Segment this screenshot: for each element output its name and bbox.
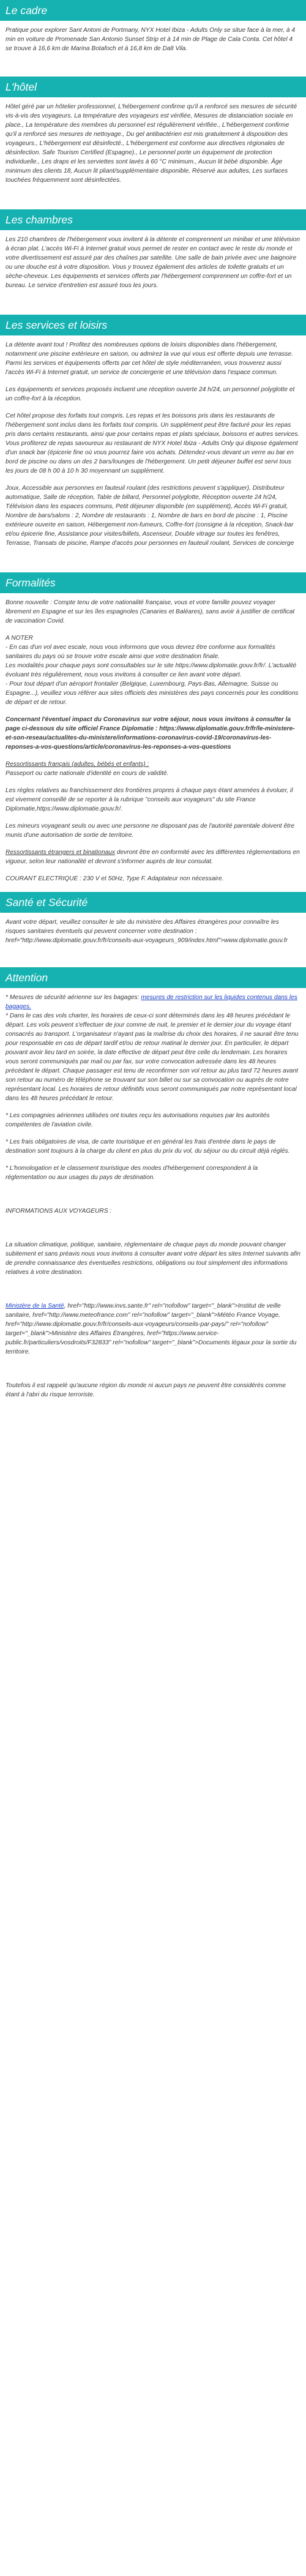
- services-text-3: Cet hôtel propose des forfaits tout compris. Les repas et les boissons pris dans les restaurants de l'hébergement sont inclus dans les forfaits tout compris. Un supplément peut être facturé pour les repas pris dans certains restaurants, ainsi que pour certains repas et plats spéciaux, boissons et autres services. Vous profiterez de repas savoureux au restaurant de NYX Hotel Ibiza - Adults Only qui dispose également d'un snack bar (épicerie fine où vous pourrez faire vos achats. Détendez-vous devant un verre au bar en bord de piscine ou dans un des 2 bars/lounges de l'hébergement. Un petit déjeuner buffet est servi tous les jours de 08 h 00 à 10 h 30 moyennant un supplément.: [6, 413, 300, 474]
- section-sante: [0, 892, 306, 945]
- formalites-courant: COURANT ELECTRIQUE : 230 V et 50Hz, Type F. Adaptateur non nécessaire.: [6, 875, 224, 882]
- section-title-cadre: Le cadre: [0, 0, 306, 21]
- ministere-sante-link[interactable]: Ministère de la Santé: [6, 1303, 64, 1309]
- section-cadre: [0, 0, 306, 53]
- section-chambres: [0, 209, 306, 290]
- attention-frais: * Les frais obligatoires de visa, de carte touristique et en général les frais d'entrée dans le pays de destination sont toujours à la charge du client en plus du prix du vol, du séjour ou du circuit déjà réglés.: [6, 1139, 290, 1155]
- section-hotel: [0, 77, 306, 185]
- attention-terrorisme: Toutefois il est rappelé qu'aucune région du monde ni aucun pays ne peuvent être considérés comme étant à l'abri du risque terroriste.: [6, 1382, 286, 1398]
- formalites-regles: Les règles relatives au franchissement des frontières propres à chaque pays étant amenées à évoluer, il est vivement conseillé de se reporter à la rubrique "conseils aux voyageurs" du site France Diplomatie,https://www.diplomatie.gouv.fr/.: [6, 787, 293, 812]
- attention-vols-charter: * Dans le cas des vols charter, les horaires de ceux-ci sont déterminés dans les 48 heures précédant le départ. Les vols peuvent s'effectuer de jour comme de nuit, le premier et le dernier jour du voyage étant consacrés au transport. L'organisateur n'ayant pas la maîtrise du choix des horaires, il ne saurait être tenu pour responsable en cas de départ tardif et/ou de retour matinal le dernier jour. En particulier, le départ pouvant avoir lieu tard en soirée, la date effective de départ peut être celle du lendemain. Les horaires vous seront communiqués par mail ou par fax, sur votre convocation adressée dans les 48 heures précédant le départ. Chaque passager est tenu de reconfirmer son vol retour au plus tard 72 heures avant son retour au numéro de téléphone se trouvant sur son billet ou sur sa convocation ou auprès de notre représentant local. Les horaires de retour définitifs vous seront communiqués par notre représentant local dans les 48 heures précédant le retour.: [6, 1013, 299, 1102]
- services-text-2: Les équipements et services proposés incluent une réception ouverte 24 h/24, un personnel polyglotte et un coffre-fort à la réception.: [6, 386, 295, 402]
- formalites-note-1: - En cas d'un vol avec escale, nous vous informons que vous devrez être conforme aux formalités sanitaires du pays où se trouve votre escale ainsi que votre destination finale.: [6, 644, 275, 660]
- attention-compagnies: * Les compagnies aériennes utilisées ont toutes reçu les autorisations requises par les autorités compétentes de l'aviation civile.: [6, 1112, 270, 1128]
- section-title-services: Les services et loisirs: [0, 315, 306, 335]
- formalites-a-noter: A NOTER: [6, 635, 33, 642]
- formalites-ressortissants: Ressortissants français (adultes, bébés et enfants) :: [6, 761, 149, 768]
- services-amenities: Joux, Accessible aux personnes en fauteuil roulant (des restrictions peuvent s'appliquer), Distributeur automatique, Salle de réception, Table de billard, Personnel polyglotte, Réception ouverte 24 h/24, Télévision dans les espaces communs, Petit déjeuner disponible (en supplément), Accès Wi-Fi gratuit, Nombre de bars/salons : 2, Nombre de restaurants : 1, Nombre de bars en bord de piscine : 1, Piscine extérieure ouverte en saison, Hébergement non-fumeurs, Coffre-fort (consigne à la réception, Snack-bar et/ou épicerie fine, Assistance pour visites/billets, Ascenseur, Double vitrage sur toutes les fenêtres, Terrasse, Transats de piscine, Rampe d'accès pour personnes en fauteuil roulant, Services de concierge: [6, 485, 294, 547]
- attention-situation: La situation climatique, politique, sanitaire, réglementaire de chaque pays du monde pouvant changer subitement et sans préavis nous vous invitons à consulter avant votre départ les sites Internet suivants afin de prendre connaissance des éventuelles restrictions, obligations ou tout simplement des informations relatives à votre destination.: [6, 1241, 300, 1276]
- formalites-note-3: - Pour tout départ d'un aéroport frontalier (Belgique, Luxembourg, Pays-Bas, Allemagne, Suisse ou Espagne...), veuillez vous référer aux sites officiels des ministères des pays concernés pour les conditions de départ et de retour.: [6, 681, 299, 706]
- cadre-text: Pratique pour explorer Sant Antoni de Portmany, NYX Hotel Ibiza - Adults Only se situe face à la mer, à 4 min en voiture de Promenade San Antonio Sunset Strip et à 14 min de Plage de Cala Conta. Cet hôtel 4 se trouve à 16,6 km de Marina Botafoch et à 16,8 km de Dalt Vila.: [6, 27, 296, 52]
- section-services: [0, 315, 306, 548]
- formalites-coronavirus: Concernant l'éventuel impact du Coronavirus sur votre séjour, nous vous invitons à consulter la page ci-dessous du site officiel France Diplomatie : https://www.diplomatie.gouv.fr/fr/le-ministere-et-son-reseau/actualites-du-ministere/informations-coronavirus-covid-19/coronavirus-les-reponses-a-vos-questions/article/coronavirus-les-reponses-a-vos-questions: [6, 716, 295, 751]
- attention-bagages: [6, 993, 300, 1011]
- formalites-passeport: Passeport ou carte nationale d'identité en cours de validité.: [6, 770, 169, 777]
- attention-liens: [6, 1301, 300, 1357]
- hotel-text: Hôtel géré par un hôtelier professionnel, L'hébergement confirme qu'il a renforcé ses mesures de sécurité vis-à-vis des voyageurs. La température des voyageurs est vérifiée, Mesures de distanciation sociale en place., La température des membres du personnel est régulièrement vérifiée., L'hébergement confirme qu'il a renforcé ses mesures de nettoyage., Du gel antibactérien est mis gratuitement à disposition des voyageurs., L'hébergement est désinfecté., L'hébergement est conforme aux directives régionales de désinfection. Safe Tourism Certified (Espagne)., Le personnel porte un équipement de protection individuelle., Les draps et les serviettes sont lavés à 60 °C minimum., Aucun lit bébé disponible. Âge minimum des clients 18, Aucun lit pliant/supplémentaire disponible, Réservé aux adultes, Les surfaces touchées fréquemment sont désinfectées.: [6, 103, 297, 184]
- formalites-etrangers-label: Ressortissants étrangers et binationaux: [6, 849, 115, 856]
- section-formalites: [0, 572, 306, 883]
- section-title-formalites: Formalités: [0, 572, 306, 593]
- formalites-mineurs: Les mineurs voyageant seuls ou avec une personne ne disposant pas de l'autorité parentale doivent être munis d'une autorisation de sortie de territoire.: [6, 823, 295, 839]
- attention-info-voyageurs: INFORMATIONS AUX VOYAGEURS :: [6, 1208, 112, 1215]
- services-text-1: La détente avant tout ! Profitez des nombreuses options de loisirs disponibles dans l'hébergement, notamment une piscine extérieure en saison, ou admirez la vue qui vous est offerte depuis une terrasse. Parmi les services et équipements offerts par cet hôtel de style méditerranéen, vous trouverez aussi l'accès Wi-Fi à Internet gratuit, un service de conciergerie et une télévision dans l'espace commun.: [6, 342, 294, 376]
- attention-bagages-text: * Mesures de sécurité aérienne sur les bagages:: [6, 994, 141, 1001]
- formalites-note-2: Les modalités pour chaque pays sont consultables sur le site https://www.diplomatie.gouv.fr/fr/. L'actualité évoluant très régulièrement, nous vous invitons à consulter ce lien avant votre départ.: [6, 662, 297, 678]
- attention-liens-text: , href="http://www.invs.sante.fr" rel="nofollow" target="_blank">Institut de veille sanitaire, href="http://www.meteofrance.com" rel="nofollow" target="_blank">Météo France Voyage, href="http://www.diplomatie.gouv.fr/fr/conseils-aux-voyageurs/conseils-par-pays/" rel="nofollow" target="_blank">Ministère des Affaires Étrangères, href="https://www.service-public.fr/particuliers/vosdroits/F32833" rel="nofollow" target="_blank">Documents légaux pour la sortie du territoire.: [6, 1303, 297, 1355]
- section-title-chambres: Les chambres: [0, 209, 306, 230]
- formalites-intro: Bonne nouvelle : Compte tenu de votre nationalité française, vous et votre famille pouvez voyager librement en Espagne et sur les îles espagnoles (Canaries et Baléares), sans avoir à justifier de certificat de vaccination Covid.: [6, 599, 295, 624]
- formalites-etrangers-text: devront être en conformité avec les différentes réglementations en vigueur, selon leur nationalité et devront s'informer auprès de leur consulat.: [6, 849, 300, 865]
- sante-text: Avant votre départ, veuillez consulter le site du ministère des Affaires étrangères pour connaître les risques sanitaires éventuels qui peuvent concerner votre destination : href="http://www.diplomatie.gouv.fr/fr/conseils-aux-voyageurs_909/index.html">www.diplomatie.gouv.fr: [6, 919, 288, 944]
- section-title-hotel: L'hôtel: [0, 77, 306, 97]
- formalites-etrangers: [6, 848, 300, 866]
- section-attention: [0, 967, 306, 1399]
- section-title-sante: Santé et Sécurité: [0, 892, 306, 913]
- attention-homologation: * L'homologation et le classement touristique des modes d'hébergement correspondent à la réglementation ou aux usages du pays de destination.: [6, 1165, 258, 1181]
- section-title-attention: Attention: [0, 967, 306, 988]
- chambres-text: Les 210 chambres de l'hébergement vous invitent à la détente et comprennent un minibar et une télévision à écran plat. L'accès Wi-Fi à Internet gratuit vous permet de rester en contact avec le reste du monde et votre divertissement est assuré par des chaînes par satellite. Une salle de bain privée avec une baignoire ou une douche est à votre disposition. Vous y trouvez également des articles de toilette gratuits et un sèche-cheveux. Les équipements et services offerts par l'hébergement comprennent un coffre-fort et un bureau. Le service d'entretien est assuré tous les jours.: [6, 236, 300, 289]
- liquides-restriction-link[interactable]: mesures de restriction sur les liquides contenus dans les bagages.: [6, 994, 297, 1010]
